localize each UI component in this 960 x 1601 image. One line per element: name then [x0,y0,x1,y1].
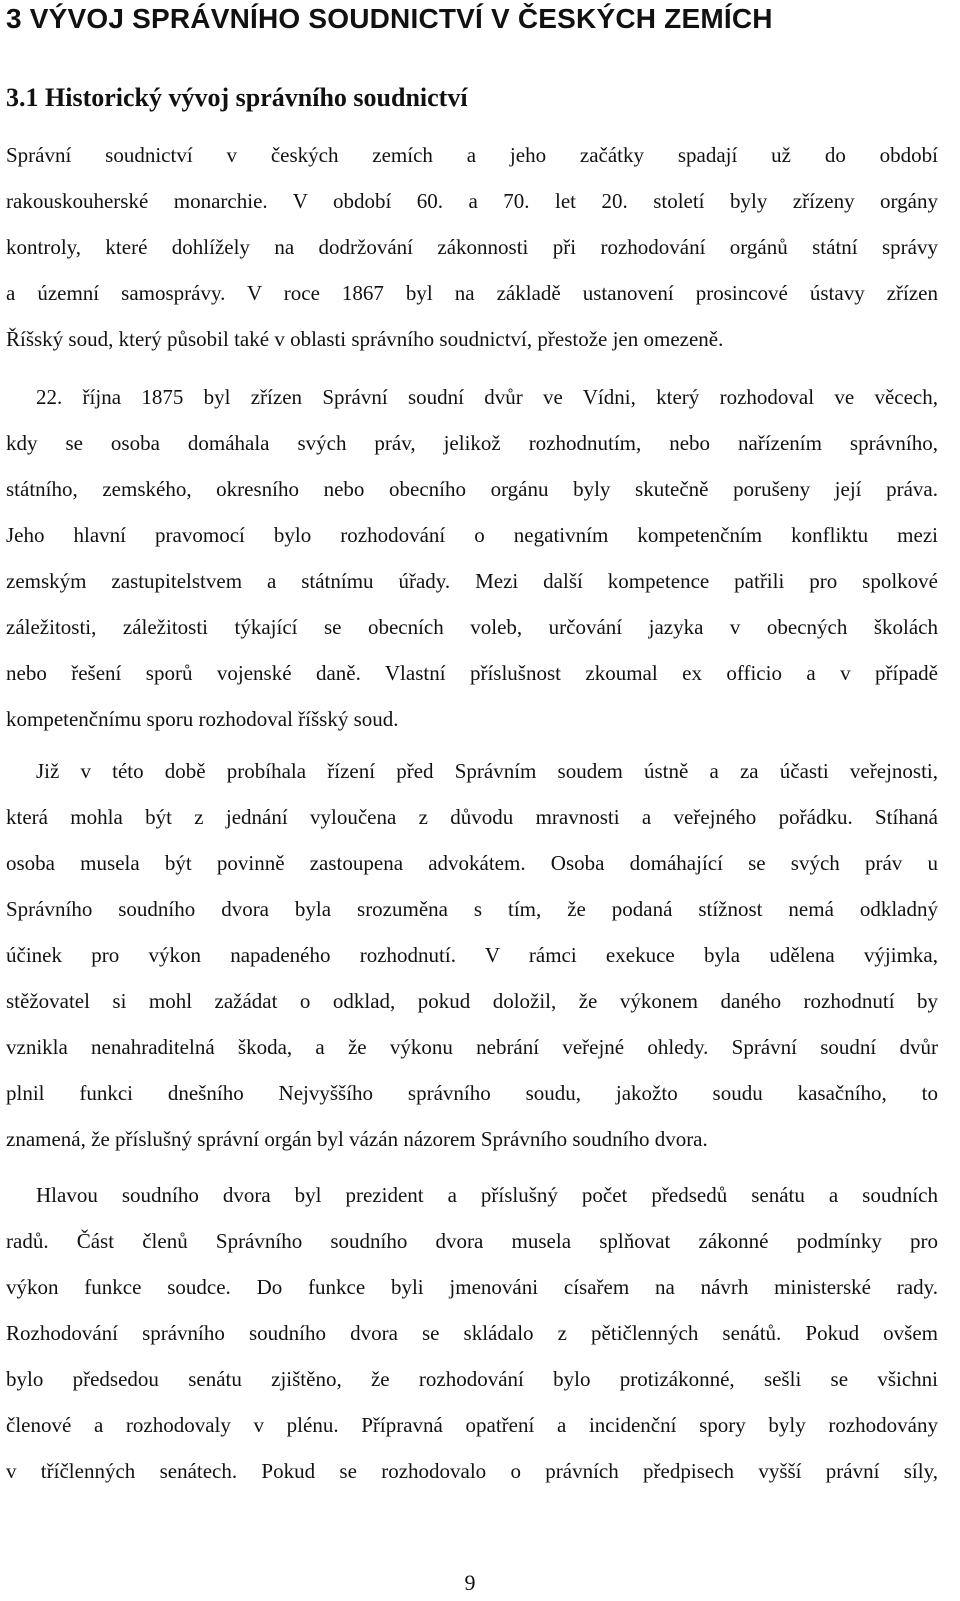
paragraph-2 [6,374,938,742]
text-line: výkon funkce soudce. Do funkce byli jmenováni císařem na návrh ministerské rady. [6,1275,938,1299]
text-line: vznikla nenahraditelná škoda, a že výkonu nebrání veřejné ohledy. Správní soudní dvůr [6,1035,938,1059]
text-line: stěžovatel si mohl zažádat o odklad, pokud doložil, že výkonem daného rozhodnutí by [6,989,938,1013]
text-line: bylo předsedou senátu zjištěno, že rozhodování bylo protizákonné, sešli se všichni [6,1367,938,1391]
text-line: Již v této době probíhala řízení před Správním soudem ústně a za účasti veřejnosti, [36,759,938,783]
chapter-heading: 3 VÝVOJ SPRÁVNÍHO SOUDNICTVÍ V ČESKÝCH ZEMÍCH [6,3,773,34]
section-heading: 3.1 Historický vývoj správního soudnictví [6,83,468,112]
text-line: v tříčlenných senátech. Pokud se rozhodovalo o právních předpisech vyšší právní síly, [6,1459,938,1483]
text-line: 22. října 1875 byl zřízen Správní soudní dvůr ve Vídni, který rozhodoval ve věcech, [36,385,938,409]
text-line: záležitosti, záležitosti týkající se obecních voleb, určování jazyka v obecných školách [6,615,938,639]
text-line: rakouskouherské monarchie. V období 60. a 70. let 20. století byly zřízeny orgány [6,189,938,213]
text-line: zemským zastupitelstvem a státnímu úřady. Mezi další kompetence patřili pro spolkové [6,569,938,593]
text-line: radů. Část členů Správního soudního dvora musela splňovat zákonné podmínky pro [6,1229,938,1253]
text-line: Hlavou soudního dvora byl prezident a příslušný počet předsedů senátu a soudních [36,1183,938,1207]
text-line: Rozhodování správního soudního dvora se skládalo z pětičlenných senátů. Pokud ovšem [6,1321,938,1345]
text-line: Správního soudního dvora byla srozuměna s tím, že podaná stížnost nemá odkladný [6,897,938,921]
text-line: a územní samosprávy. V roce 1867 byl na základě ustanovení prosincové ústavy zřízen [6,281,938,305]
text-line: znamená, že příslušný správní orgán byl vázán názorem Správního soudního dvora. [6,1127,708,1151]
text-line: členové a rozhodovaly v plénu. Přípravná opatření a incidenční spory byly rozhodovány [6,1413,938,1437]
paragraph-1 [6,132,938,362]
text-line: kdy se osoba domáhala svých práv, jelikož rozhodnutím, nebo nařízením správního, [6,431,938,455]
text-line: Jeho hlavní pravomocí bylo rozhodování o negativním kompetenčním konfliktu mezi [6,523,938,547]
text-line: Správní soudnictví v českých zemích a jeho začátky spadají už do období [6,143,938,167]
text-line: kontroly, které dohlížely na dodržování zákonnosti při rozhodování orgánů státní správy [6,235,938,259]
text-line: Říšský soud, který působil také v oblasti správního soudnictví, přestože jen omezeně. [6,327,724,351]
page-number: 9 [464,1570,476,1595]
text-line: nebo řešení sporů vojenské daně. Vlastní příslušnost zkoumal ex officio a v případě [6,661,938,685]
text-line: osoba musela být povinně zastoupena advokátem. Osoba domáhající se svých práv u [6,851,938,875]
text-line: kompetenčnímu sporu rozhodoval říšský soud. [6,707,399,731]
paragraph-3 [6,748,938,1162]
text-line: která mohla být z jednání vyloučena z důvodu mravnosti a veřejného pořádku. Stíhaná [6,805,938,829]
text-line: státního, zemského, okresního nebo obecního orgánu byly skutečně porušeny její práva. [6,477,938,501]
text-line: účinek pro výkon napadeného rozhodnutí. V rámci exekuce byla udělena výjimka, [6,943,938,967]
paragraph-4 [6,1172,938,1494]
text-line: plnil funkci dnešního Nejvyššího správního soudu, jakožto soudu kasačního, to [6,1081,938,1105]
